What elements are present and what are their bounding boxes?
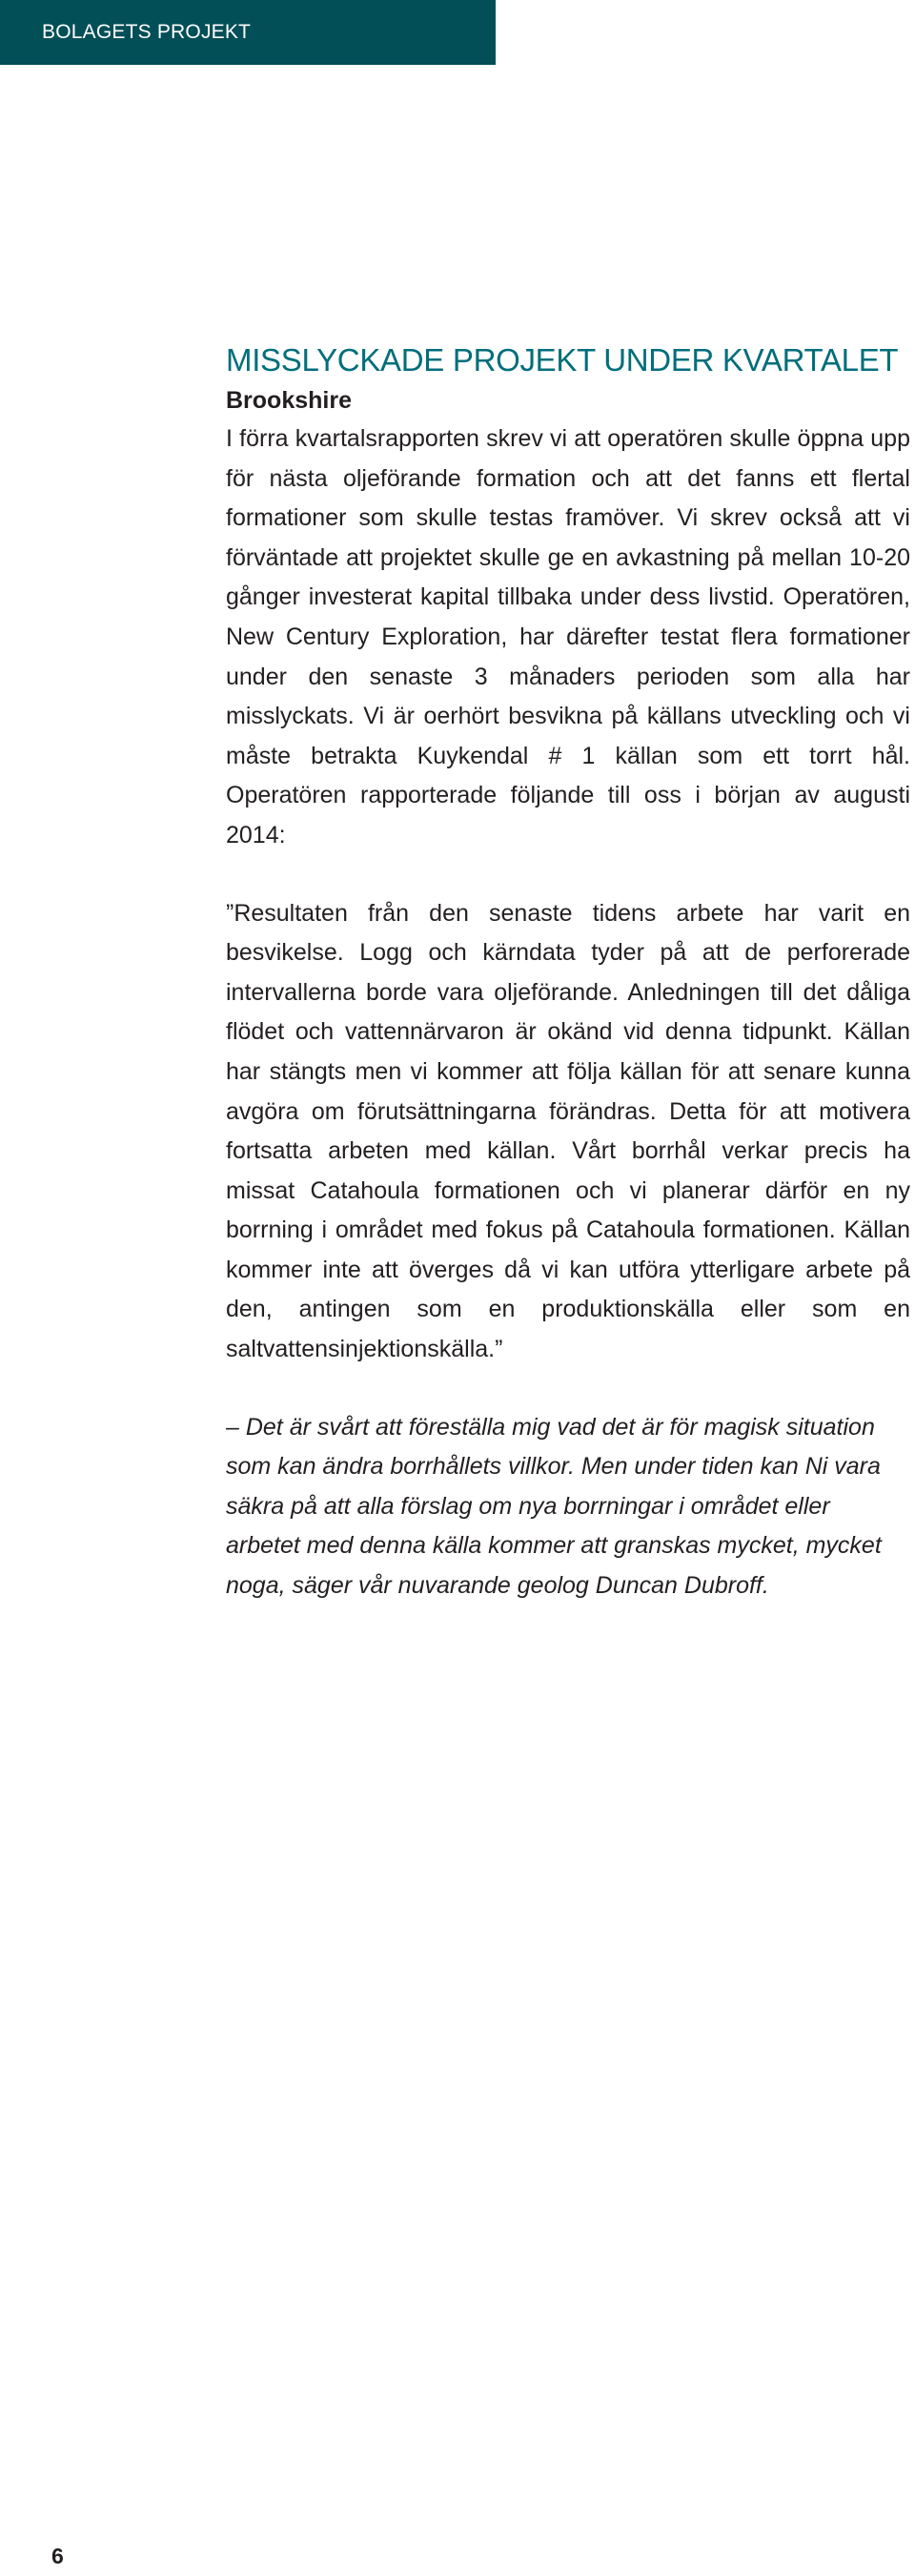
section-tab: BOLAGETS PROJEKT (0, 0, 496, 65)
article-heading: MISSLYCKADE PROJEKT UNDER KVARTALET (226, 342, 899, 378)
intro-paragraph: I förra kvartalsrapporten skrev vi att operatören skulle öppna upp för nästa oljeförande formation och att det fanns ett flertal formationer som skulle testas framöver. Vi skrev också att vi förväntade att projektet skulle ge en avkastning på mellan 10-20 gånger investerat kapital tillbaka under dess livstid. Operatören, New Century Exploration, har därefter testat flera formationer under den senaste 3 månaders perioden som alla har misslyckats. Vi är oerhört besvikna på källans utveckling och vi måste betrakta Kuykendal # 1 källan som ett torrt hål. Operatören rapporterade följande till oss i början av augusti 2014: (226, 425, 910, 848)
page-number: 6 (51, 2544, 64, 2568)
geologist-statement: – Det är svårt att föreställa mig vad det är för magisk situation som kan ändra borrhållets villkor. Men under tiden kan Ni vara säkra på att alla förslag om nya borrningar i området eller arbetet med denna källa kommer att granskas mycket, mycket noga, säger vår nuvarande geolog Duncan Dubroff. (226, 1413, 882, 1600)
operator-quote: ”Resultaten från den senaste tidens arbete har varit en besvikelse. Logg och kärndata tyder på att de perforerade intervallerna borde vara oljeförande. Anledningen till det dåliga flödet och vattennärvaron är okänd vid denna tidpunkt. Källan har stängts men vi kommer att följa källan för att senare kunna avgöra om förutsättningarna förändras. Detta för att motivera fortsatta arbeten med källan. Vårt borrhål verkar precis ha missat Catahoula formationen och vi planerar därför en ny borrning i området med fokus på Catahoula formationen. Källan kommer inte att överges då vi kan utföra ytterligare arbete på den, antingen som en produktionskälla eller som en saltvattensinjektionskälla.” (226, 899, 910, 1363)
article-subheading: Brookshire (226, 387, 352, 414)
article (226, 339, 910, 1606)
